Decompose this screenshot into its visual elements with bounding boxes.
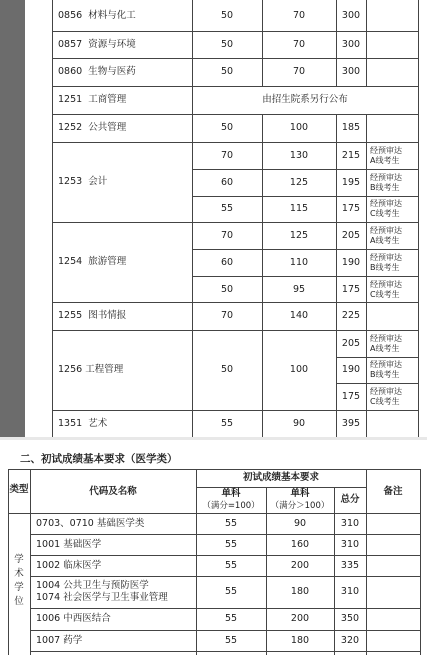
scan-edge: [0, 437, 427, 440]
section-title: 二、初试成绩基本要求（医学类）: [20, 453, 178, 465]
single-subject-score: 50: [220, 122, 234, 133]
single-subject-score: 50: [220, 66, 234, 77]
single-subject-score: 70: [220, 310, 234, 321]
remark-note: 经预审达 C线考生: [370, 387, 402, 406]
row-code-name: 1251 工商管理: [58, 94, 127, 105]
single-subject-score-2: 140: [289, 310, 309, 321]
scan-margin-band: [0, 0, 25, 437]
remark-note: 经预审达 A线考生: [370, 226, 402, 245]
single-subject-score: 70: [220, 150, 234, 161]
row-code-name: 1006 中西医结合: [36, 613, 111, 624]
single-subject-score-2: 125: [289, 230, 309, 241]
total-score: 190: [341, 257, 361, 268]
total-score: 175: [341, 391, 361, 402]
header-type: 类型: [9, 484, 29, 495]
single-subject-score: 60: [220, 257, 234, 268]
total-score: 310: [340, 586, 360, 597]
total-score: 395: [341, 418, 361, 429]
total-score: 195: [341, 177, 361, 188]
total-score: 215: [341, 150, 361, 161]
remark-note: 经预审达 A线考生: [370, 334, 402, 353]
single-subject-score: 55: [224, 586, 238, 597]
header-single-subject-2: 单科 （满分＞100）: [270, 488, 330, 511]
single-subject-score: 50: [220, 10, 234, 21]
total-score: 320: [340, 635, 360, 646]
row-code-name: 1001 基础医学: [36, 539, 102, 550]
single-subject-score-2: 180: [290, 586, 310, 597]
header-total: 总分: [340, 494, 360, 505]
remark-note: 经预审达 C线考生: [370, 199, 402, 218]
row-code-name: 1255 图书情报: [58, 310, 127, 321]
header-code-name: 代码及名称: [89, 486, 137, 497]
total-score: 205: [341, 338, 361, 349]
type-label-academic: 学 术 学 位: [14, 554, 24, 607]
row-code-name: 1004 公共卫生与预防医学 1074 社会医学与卫生事业管理: [36, 580, 168, 603]
single-subject-score-2: 115: [289, 203, 309, 214]
single-subject-score-2: 95: [292, 284, 306, 295]
single-subject-score-2: 70: [292, 10, 306, 21]
row-code-name: 0860 生物与医药: [58, 66, 136, 77]
row-code-name: 1351 艺术: [58, 418, 108, 429]
single-subject-score: 55: [220, 418, 234, 429]
total-score: 300: [341, 39, 361, 50]
row-code-name: 1252 公共管理: [58, 122, 127, 133]
single-subject-score-2: 180: [290, 635, 310, 646]
merged-note: 由招生院系另行公布: [262, 94, 348, 105]
total-score: 350: [340, 613, 360, 624]
row-code-name: 0856 材料与化工: [58, 10, 136, 21]
single-subject-score: 50: [220, 39, 234, 50]
single-subject-score-2: 130: [289, 150, 309, 161]
single-subject-score-2: 200: [290, 560, 310, 571]
row-code-name: 0703、0710 基础医学类: [36, 518, 145, 529]
row-code-name: 0857 资源与环境: [58, 39, 136, 50]
header-remark: 备注: [383, 486, 403, 497]
single-subject-score: 55: [224, 518, 238, 529]
single-subject-score-2: 125: [289, 177, 309, 188]
single-subject-score: 50: [220, 284, 234, 295]
total-score: 175: [341, 284, 361, 295]
single-subject-score-2: 100: [289, 364, 309, 375]
single-subject-score: 55: [224, 613, 238, 624]
total-score: 225: [341, 310, 361, 321]
single-subject-score: 55: [220, 203, 234, 214]
row-code-name: 1002 临床医学: [36, 560, 102, 571]
row-code-name: 1007 药学: [36, 635, 83, 646]
total-score: 175: [341, 203, 361, 214]
header-basic-requirement: 初试成绩基本要求: [242, 472, 319, 483]
single-subject-score: 60: [220, 177, 234, 188]
single-subject-score-2: 200: [290, 613, 310, 624]
total-score: 190: [341, 364, 361, 375]
row-code-name: 1256 工程管理: [58, 364, 124, 375]
remark-note: 经预审达 B线考生: [370, 173, 402, 192]
single-subject-score: 55: [224, 539, 238, 550]
single-subject-score: 55: [224, 560, 238, 571]
single-subject-score-2: 70: [292, 39, 306, 50]
total-score: 300: [341, 10, 361, 21]
remark-note: 经预审达 C线考生: [370, 280, 402, 299]
row-code-name: 1253 会计: [58, 176, 108, 187]
header-single-subject: 单科 （满分=100）: [202, 488, 260, 511]
single-subject-score-2: 90: [293, 518, 307, 529]
total-score: 185: [341, 122, 361, 133]
remark-note: 经预审达 A线考生: [370, 146, 402, 165]
total-score: 310: [340, 518, 360, 529]
single-subject-score-2: 110: [289, 257, 309, 268]
single-subject-score: 55: [224, 635, 238, 646]
remark-note: 经预审达 B线考生: [370, 253, 402, 272]
single-subject-score-2: 160: [290, 539, 310, 550]
total-score: 205: [341, 230, 361, 241]
row-code-name: 1254 旅游管理: [58, 256, 127, 267]
single-subject-score-2: 90: [292, 418, 306, 429]
single-subject-score-2: 70: [292, 66, 306, 77]
single-subject-score-2: 100: [289, 122, 309, 133]
single-subject-score: 50: [220, 364, 234, 375]
total-score: 300: [341, 66, 361, 77]
total-score: 310: [340, 539, 360, 550]
remark-note: 经预审达 B线考生: [370, 360, 402, 379]
total-score: 335: [340, 560, 360, 571]
single-subject-score: 70: [220, 230, 234, 241]
